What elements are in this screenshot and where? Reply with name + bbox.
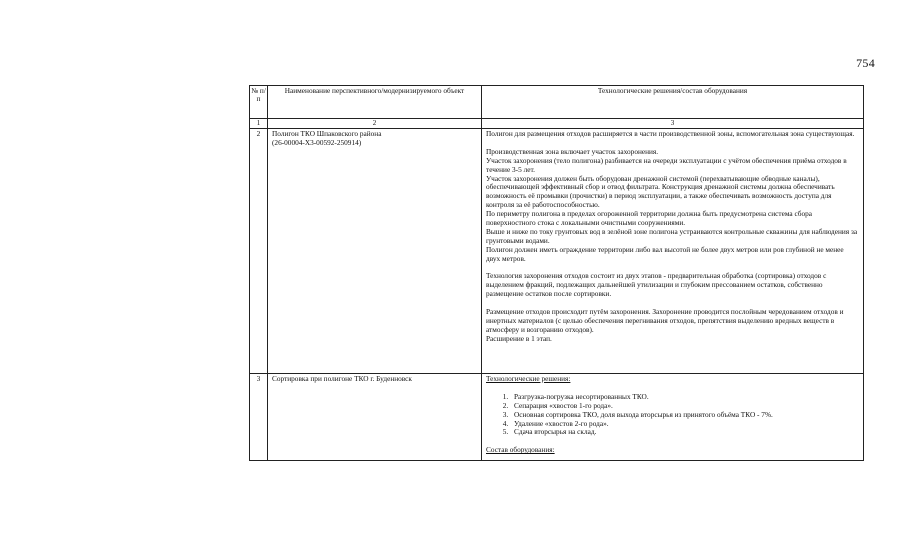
paragraph: Выше и ниже по току грунтовых вод в зелёной зоне полигона устраиваются контрольные скважины для наблюдения за грунтовыми водами. xyxy=(486,226,858,245)
object-name-cell xyxy=(268,129,482,374)
solutions-subheading: Технологические решения: xyxy=(486,374,571,383)
list-item: 5. Сдача вторсырья на склад. xyxy=(510,428,859,437)
solutions-cell xyxy=(482,374,864,461)
paragraph: Полигон для размещения отходов расширяется в части производственной зоны, вспомогательная зона существующая. xyxy=(486,129,855,138)
paragraph: Технология захоронения отходов состоит из двух этапов - предварительная обработка (сортировка) отходов с выделением фракций, подлежащих дальнейшей утилизации и глубоким прессованием остатков, собственно размещение остатков после сортировки. xyxy=(486,271,827,299)
paragraph: Расширение в 1 этап. xyxy=(486,333,552,343)
process-steps-list xyxy=(486,393,859,438)
header-object-name: Наименование перспективного/модернизируемого объект xyxy=(268,86,482,119)
header-solutions: Технологические решения/состав оборудования xyxy=(482,86,864,119)
solutions-cell xyxy=(482,129,864,374)
page-number: 754 xyxy=(856,56,875,70)
column-number-row xyxy=(250,119,864,129)
row-number: 3 xyxy=(250,374,268,461)
paragraph: Производственная зона включает участок захоронения. xyxy=(486,146,659,156)
list-item: 2. Сепарация «хвостов 1-го рода». xyxy=(510,402,859,411)
row-number: 2 xyxy=(250,129,268,374)
list-item: 4. Удаление «хвостов 2-го рода». xyxy=(510,420,859,429)
header-number: № п/п xyxy=(250,86,268,119)
paragraph: Участок захоронения должен быть оборудован дренажной системой (перехватывающие обводные каналы), обеспечивающей эффективный сбор и отвод фильтрата. Конструкция дренажной системы должна обеспечивать возможность её промывки (прочистки) в период эксплуатации, а также обеспечивать возможность доступа для контроля за её работоспособностью. xyxy=(486,173,835,210)
object-name: Сортировка при полигоне ТКО г. Буденновск xyxy=(272,374,412,383)
paragraph: Размещение отходов происходит путём захоронения. Захоронение проводится послойным чередованием отходов и инертных материалов (с целью обеспечения перегнивания отходов, препятствия выделению вредных веществ в атмосферу и возгоранию отходов). xyxy=(486,307,844,334)
list-item: 1. Разгрузка-погрузка несортированных ТКО. xyxy=(510,393,859,402)
solutions-table xyxy=(249,85,864,461)
column-number: 1 xyxy=(250,119,268,129)
object-registry-code: (26-00004-Х3-00592-250914) xyxy=(272,137,362,147)
object-name-cell xyxy=(268,374,482,461)
object-name: Полигон ТКО Шпаковского района xyxy=(272,129,382,138)
column-number: 3 xyxy=(482,119,864,129)
table-row xyxy=(250,129,864,374)
table-row xyxy=(250,374,864,461)
column-number: 2 xyxy=(268,119,482,129)
paragraph: Участок захоронения (тело полигона) разбивается на очереди эксплуатации с учётом обеспечения приёма отходов в течение 3-5 лет. xyxy=(486,155,847,174)
equipment-subheading: Состав оборудования: xyxy=(486,445,555,455)
paragraph: По периметру полигона в пределах огороженной территории должна быть предусмотрена система сбора поверхностного стока с локальными очистными сооружениями. xyxy=(486,209,813,228)
table-header-row xyxy=(250,86,864,119)
paragraph: Полигон должен иметь ограждение территории либо вал высотой не более двух метров или ров глубиной не менее двух метров. xyxy=(486,244,844,263)
list-item: 3. Основная сортировка ТКО, доля выхода вторсырья из принятого объёма ТКО - 7%. xyxy=(510,411,859,420)
